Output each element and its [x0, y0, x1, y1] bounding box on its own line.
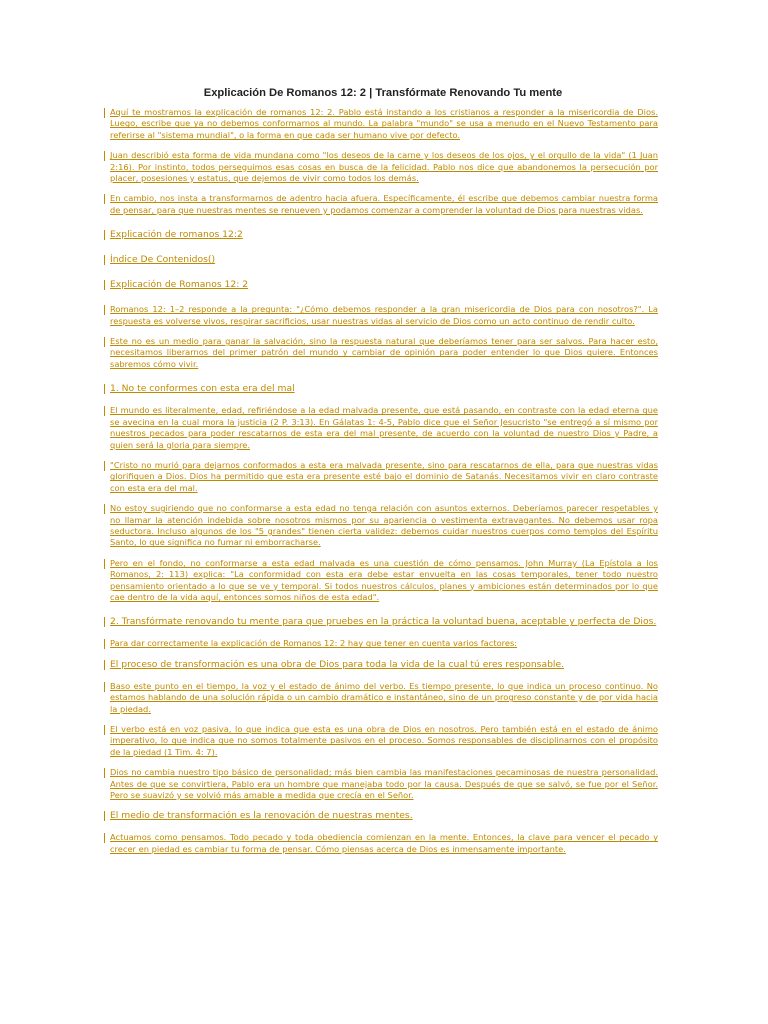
page-title: Explicación De Romanos 12: 2 | Transfórmate Renovando Tu mente	[203, 87, 563, 99]
paragraph-personalidad[interactable]: Dios no cambia nuestro tipo básico de personalidad; más bien cambia las manifestaciones pecaminosas de nuestra personalidad. Antes de que se convirtiera, Pablo era un hombre que manejaba todo por la causa. Después de que se salvó, se fue por el Señor. Pero se suavizó y se volvió más amable a medida que crecía en el Señor.	[110, 767, 658, 801]
paragraph-salvacion[interactable]: Este no es un medio para ganar la salvación, sino la respuesta natural que deberíamos tener para ser salvos. Para hacer esto, necesitamos liberarnos del primer patrón del mundo y cambiar de opinión para poder entender lo que Dios quiere. Entonces sabremos cómo vivir.	[110, 336, 658, 369]
document-page	[108, 86, 658, 864]
paragraph-romanos-1-2[interactable]: Romanos 12: 1–2 responde a la pregunta: "¿Cómo debemos responder a la gran misericordia de Dios para con nosotros?". La respuesta es volverse vivos, respirar sacrificios, usar nuestras vidas al servicio de Dios como un acto continuo de rendir culto.	[110, 304, 658, 326]
section-heading-1[interactable]: 1. No te conformes con esta era del mal	[108, 383, 658, 395]
link-explicacion[interactable]: Explicación de romanos 12:2	[108, 229, 658, 241]
paragraph-actuamos[interactable]: Actuamos como pensamos. Todo pecado y toda obediencia comienzan en la mente. Entonces, la clave para vencer el pecado y crecer en piedad es cambiar tu forma de pensar. Cómo piensas acerca de Dios es inmensamente importante.	[110, 832, 658, 854]
paragraph-john-murray[interactable]: Pero en el fondo, no conformarse a esta edad malvada es una cuestión de cómo pensamos. John Murray (La Epístola a los Romanos, 2: 113) explica: "La conformidad con esta era debe estar envuelta en las cosas temporales, tener todo nuestro pensamiento orientado a lo que se ve y temporal. Si todos nuestros cálculos, planes y ambiciones están determinados por lo que cae dentro de la vida aquí, entonces somos niños de esta edad".	[110, 557, 658, 602]
paragraph-mundo-edad[interactable]: El mundo es literalmente, edad, refiriéndose a la edad malvada presente, que está pasando, en contraste con la edad eterna que se avecina en la cual mora la justicia (2 P. 3:13). En Gálatas 1: 4-5, Pablo dice que el Señor Jesucristo "se entregó a sí mismo por nuestros pecados para poder rescatarnos de esta era del mal presente, de acuerdo con la voluntad de nuestro Dios y Padre, a quien será la gloria para siempre.	[110, 405, 658, 450]
paragraph-intro[interactable]: Aquí te mostramos la explicación de romanos 12: 2. Pablo está instando a los cristianos a responder a la misericordia de Dios. Luego, escribe que ya no debemos conformarnos al mundo. La palabra "mundo" se usa a menudo en el Nuevo Testamento para referirse al "sistema mundial", o la forma en que cada ser humano vive por defecto.	[110, 107, 658, 140]
paragraph-voz-pasiva[interactable]: El verbo está en voz pasiva, lo que indica que esta es una obra de Dios en nosotros. Pero también está en el estado de ánimo imperativo, lo que indica que no somos totalmente pasivos en el proceso. Somos responsables de disciplinarnos con el propósito de la piedad (1 Tim. 4: 7).	[110, 724, 658, 757]
section-heading-2[interactable]: 2. Transfórmate renovando tu mente para que pruebes en la práctica la voluntad buena, aceptable y perfecta de Dios.	[110, 616, 657, 628]
paragraph-transformarnos[interactable]: En cambio, nos insta a transformarnos de adentro hacia afuera. Específicamente, él escribe que debemos cambiar nuestra forma de pensar, para que nuestras mentes se renueven y podamos comenzar a comprender la voluntad de Dios para nuestras vidas.	[110, 193, 658, 215]
paragraph-no-estoy[interactable]: No estoy sugiriendo que no conformarse a esta edad no tenga relación con asuntos externos. Deberíamos parecer respetables y no llamar la atención indebida sobre nosotros mismos por su apariencia o vestimenta extravagantes. No debemos usar ropa seductora. Incluso algunos de los "5 grandes" tienen cierta validez: debemos cuidar nuestros cuerpos como templos del Espíritu Santo, lo que significa no fumar ni emborracharse.	[110, 503, 658, 548]
paragraph-cristo[interactable]: "Cristo no murió para dejarnos conformados a esta era malvada presente, sino para rescatarnos de ella, para que nuestras vidas glorifiquen a Dios. Dios ha permitido que esta era presente esté bajo el dominio de Satanás. Necesitamos vivir en claro contraste con esta era del mal.	[110, 459, 658, 493]
paragraph-verbo-tiempo[interactable]: Baso este punto en el tiempo, la voz y el estado de ánimo del verbo. Es tiempo presente, lo que indica un proceso continuo. No estamos hablando de una solución rápida o un cambio dramático e instantáneo, sino de un progreso constante y de por vida hacia la piedad.	[110, 680, 658, 714]
link-indice[interactable]: Índice De Contenidos()	[108, 254, 658, 266]
section-heading-explicacion[interactable]: Explicación de Romanos 12: 2	[108, 279, 658, 291]
subheading-proceso[interactable]: El proceso de transformación es una obra de Dios para toda la vida de la cual tú eres responsable.	[108, 659, 658, 671]
subheading-medio[interactable]: El medio de transformación es la renovación de nuestras mentes.	[108, 810, 658, 822]
paragraph-factores[interactable]: Para dar correctamente la explicación de Romanos 12: 2 hay que tener en cuenta varios factores:	[108, 638, 658, 649]
paragraph-juan[interactable]: Juan describió esta forma de vida mundana como "los deseos de la carne y los deseos de los ojos, y el orgullo de la vida" (1 Juan 2:16). Por instinto, todos perseguimos esas cosas en busca de la felicidad. Pablo nos dice que abandonemos la persecución por placer, posesiones y estatus, que dejemos de vivir como todos los demás.	[110, 150, 658, 184]
